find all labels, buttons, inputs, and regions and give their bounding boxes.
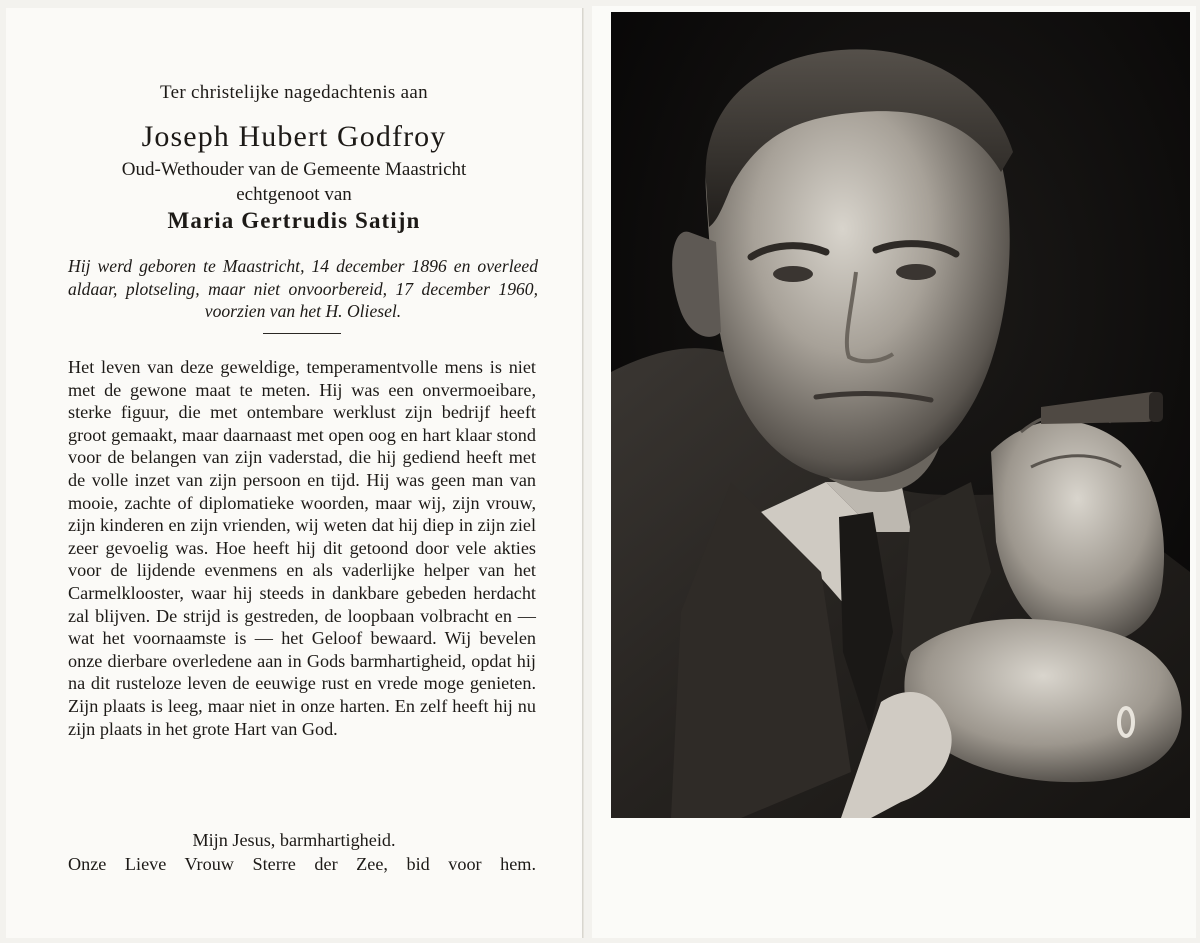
portrait-illustration bbox=[611, 12, 1190, 818]
spouse-name: Maria Gertrudis Satijn bbox=[167, 208, 421, 233]
prayer-line-1: Mijn Jesus, barmhartigheid. bbox=[192, 830, 396, 850]
portrait-photo bbox=[611, 12, 1190, 818]
spouse-intro-line: echtgenoot van bbox=[236, 184, 352, 205]
divider bbox=[263, 333, 341, 334]
intro-line: Ter christelijke nagedachtenis aan bbox=[160, 82, 428, 103]
text-page bbox=[6, 8, 583, 938]
biography-text: Hij werd geboren te Maastricht, 14 december 1896 en overleed aldaar, plotseling, maar niet onvoorbereid, 17 december 1960, voorzien van het H. Oliesel. bbox=[68, 256, 538, 321]
deceased-name: Joseph Hubert Godfroy bbox=[141, 120, 447, 153]
role-line: Oud-Wethouder van de Gemeente Maastricht bbox=[121, 159, 467, 180]
prayer-line-2: Onze Lieve Vrouw Sterre der Zee, bid voor hem. bbox=[68, 854, 536, 874]
tribute-text: Het leven van deze geweldige, temperamentvolle mens is niet met de gewone maat te meten. Hij was een onvermoeibare, sterke figuur, die met ontembare werklust zijn bedrijf heeft groot gemaakt, maar daarnaast met open oog en hart klaar stond voor de belangen van zijn vaderstad, die hij gediend heeft met de volle inzet van zijn persoon en tijd. Hij was geen man van mooie, zachte of diplomatieke woorden, maar wij, zijn vrouw, zijn kinderen en zijn vrienden, wij weten dat hij diep in zijn ziel zeer gevoelig was. Hoe heeft hij dit getoond door vele akties voor de lijdende evenmens en als vaderlijke helper van het Carmelklooster, waar hij steeds in dankbare gebeden herdacht zal blijven. De strijd is gestreden, de loopbaan volbracht en — wat het voornaamste is — het Geloof bewaard. Wij bevelen onze dierbare overledene aan in Gods barmhartigheid, opdat hij na dit rusteloze leven de eeuwige rust en vrede moge genieten. Zijn plaats is leeg, maar niet in onze harten. En zelf heeft hij nu zijn plaats in het grote Hart van God. bbox=[68, 357, 536, 739]
